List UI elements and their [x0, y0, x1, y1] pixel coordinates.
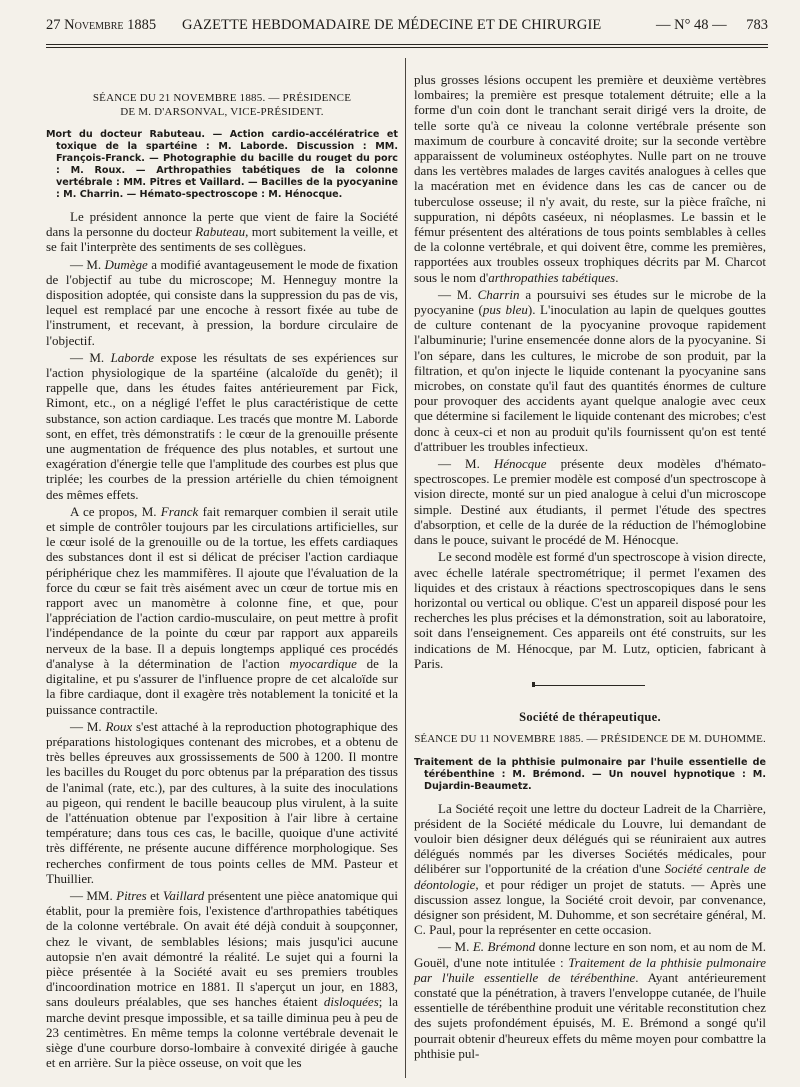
header-journal-title: GAZETTE HEBDOMADAIRE DE MÉDECINE ET DE CHIRURGIE	[182, 17, 602, 33]
italic-run: Hénocque	[493, 456, 547, 472]
column-divider	[405, 58, 406, 1078]
text-run: ). L'inoculation au lapin de quelques gouttes de culture contenant de la pyocyanine provoque rapidement l'albuminurie; l'urine ensemencée donne alors de la pyocyanine. Si l'on sépare, dans les cultures, le microbe de son produit, par la filtration, et qu'on injecte le liquide contenant la pyocyanine sans microbes, on constate qu'il faut des quantités énormes de culture pour provoquer des accidents ayant quelque analogie avec ceux que détermine si facilement le liquide contenant des microbes; c'est donc à ceux-ci et non au produit qu'ils fournissent qu'on est tenté d'attribuer les troubles infectieux.	[414, 302, 766, 454]
text-run: Le président annonce la perte que vient de faire la Société dans la personne du docteur	[46, 209, 398, 240]
text-run: donne lecture en son nom, et au nom de M. Gouël, d'une note intitulée :	[414, 939, 767, 970]
right-body-top	[414, 72, 766, 671]
italic-run: Société centrale de déontologie	[414, 861, 766, 892]
text-run: et	[146, 887, 163, 903]
left-column	[46, 74, 398, 1070]
header-rule	[46, 44, 768, 45]
seance-heading-line2: DE M. D'ARSONVAL, VICE-PRÉSIDENT.	[120, 105, 324, 118]
italic-run: Traitement de la phthisie pulmonaire par l'huile essentielle de térébenthine	[414, 954, 767, 985]
italic-run: Franck	[160, 503, 199, 519]
header-issue-number: — N° 48 —	[656, 17, 727, 33]
text-run: . Ayant antérieurement constaté que la pénétration, à travers l'enveloppe cutanée, de l'huile essentielle de térébenthine produit une véritable reconstitution chez des sujets profondément épuisés, M. E. Brémond a songé qu'il pourrait obtenir d'heureux effets du même moyen pour combattre la phthisie pul-	[414, 969, 766, 1061]
header-rule-thin	[46, 47, 768, 48]
text-run: a poursuivi ses études sur le microbe de la pyocyanine (	[414, 286, 766, 318]
section-title: Société de thérapeutique.	[519, 709, 661, 724]
text-run: présentent une pièce anatomique qui établit, pour la première fois, l'existence d'arthropathies tabétiques de la colonne vertébrale. On avait été déjà conduit à soupçonner, chez le vivant, de semblables lésions; mais jusqu'ici aucune autopsie n'en avait démontré la réalité. Le sujet qui a fourni la pièce présentée à la Société avait eu ses premiers troubles d'incoordination motrice en 1881. Il s'aperçut un jour, en 1883, sans douleurs préalables, que ses hanches étaient	[46, 887, 399, 1010]
italic-run: arthropathies tabétiques	[488, 269, 616, 285]
text-run: , mort subitement la veille, et se fait l'interprète des sentiments de ses collègues.	[46, 224, 398, 255]
text-run: s'est attaché à la reproduction photographique des préparations histologiques contenant des microbes, et a obtenu de très belles épreuves aux grossissements de 500 à 1200. Il montre les bacilles du Rouget du porc obtenus par la préparation des tissus de l'animal (rate, etc.), par des cultures, à la suite des inoculations au pigeon, qui rendent le bacille beaucoup plus virulent, à la suite de l'atténuation obtenue par l'exposition à l'air libre à certaine température; dans tous ces cas, le bacille, quoique d'une activité très différente, ne présente aucune différence morphologique. Ses recherches confirment de tous points celles de MM. Pasteur et Thuillier.	[46, 718, 398, 886]
seance-heading	[46, 92, 398, 119]
paragraph	[414, 456, 766, 547]
text-run: .	[615, 269, 619, 285]
italic-run: Roux	[105, 718, 133, 734]
text-run: La Société reçoit une lettre du docteur Ladreit de la Charrière, président de la Société médicale du Louvre, lui demandant de vouloir bien désigner deux délégués qui se réuniraient aux autres délégués nommés par les diverses Sociétés médicales, pour délibérer sur l'opportunité de la création d'une	[414, 800, 766, 877]
section-separator-rule	[535, 685, 645, 686]
italic-run: pus bleu	[482, 302, 528, 318]
seance2-heading: SÉANCE DU 11 NOVEMBRE 1885. — PRÉSIDENCE DE M. DUHOMME.	[414, 733, 766, 746]
text-run: plus grosses lésions occupent les première et deuxième vertèbres lombaires; la première est presque totalement détruite; elle a la forme d'un coin dont le tranchant serait dirigé vers la droite, de telle sorte qu'à ce niveau la colonne vertébrale présente son maximum de courbure à concavité droite; sur la seconde vertèbre apparaissent de volumineux ostéophytes. Nulle part on ne trouve dans les vertèbres malades de larges cavités analogues à celles que la macération met en évidence dans les cas de cancer ou de tuberculose osseuse; il n'y avait, du reste, sur la pièce fraîche, ni suppuration, ni dépôts caséeux, ni néoplasmes. Le bassin et le fémur présentent des altérations de tous points semblables à celles de la colonne vertébrale, et qui doivent être, comme les premières, rapportées aux troubles osseux trophiques décrits par M. Charcot sous le nom d'	[414, 72, 766, 285]
paragraph	[414, 939, 766, 1061]
paragraph	[414, 801, 766, 938]
right-column	[414, 72, 766, 1061]
paragraph	[46, 209, 398, 255]
text-run: — M.	[438, 286, 478, 302]
text-run: a modifié avantageusement le mode de fixation de l'objectif au tube du microscope; M. Henneguy montre la disposition adoptée, qui consiste dans la suppression du pas de vis, lequel est remplacé par une encoche à ressort fixée au tube de l'instrument, et recevant, à pression, la bordure circulaire de l'objectif.	[46, 256, 398, 348]
left-body	[46, 209, 398, 1070]
session2-summary: Traitement de la phthisie pulmonaire par l'huile essentielle de térébenthine : M. Brémond. — Un nouvel hypnotique : M. Dujardin-Beaumetz.	[414, 756, 766, 792]
text-run: — M.	[438, 456, 494, 472]
text-run: fait remarquer combien il serait utile et simple de contrôler toujours par les circulations artificielles, sur le cœur isolé de la grenouille ou de la tortue, les effets cardiaques des substances dont il est si délicat de préciser l'action cardiaque périphérique chez les mammifères. Il ajoute que l'évaluation de la force du cœur se fait très aisément avec un cœur de tortue mis en rapport avec un manomètre à colonne fine, et que, pour l'appréciation de l'action cardio-musculaire, on peut mettre à profit l'indépendance de la pointe du cœur par rapport aux appareils nerveux de la base. Il a depuis longtemps appliqué ces procédés d'analyse à la détermination de l'action	[46, 503, 398, 671]
text-run: de la digitaline, et pu s'assurer de l'influence propre de cet alcaloïde sur la fibre cardiaque, dont il exagère très notablement la tonicité et la puissance contractile.	[46, 655, 398, 717]
text-run: présente deux modèles d'hémato-spectroscopes. Le premier modèle est composé d'un spectroscope à vision directe, monté sur un pied analogue à celui d'un microscope simple. Destiné aux étudiants, il permet l'étude des spectres d'absorption, et celle de la durée de la réduction de l'hémoglobine dans le pouce, suivant le procédé de M. Hénocque.	[414, 456, 766, 548]
paragraph	[46, 504, 398, 717]
italic-run: E. Brémond	[472, 939, 536, 955]
text-run: A ce propos, M.	[70, 503, 161, 519]
text-run: — M.	[70, 349, 111, 365]
running-header	[46, 14, 768, 36]
italic-run: Pitres	[116, 887, 147, 903]
italic-run: Dumège	[104, 256, 148, 272]
italic-run: Laborde	[110, 349, 155, 365]
text-run: — M.	[70, 256, 105, 272]
paragraph	[414, 549, 766, 671]
text-run: Le second modèle est formé d'un spectroscope à vision directe, avec échelle latérale spectrométrique; il permet l'examen des liquides et des cristaux à réactions spectroscopiques dans le sens horizontal ou vertical ou oblique. C'est un appareil disposé pour les recherches les plus précises et la démonstration, soit au laboratoire, soit dans l'enseignement. Ces appareils ont été construits, sur les indications de M. Hénocque, par M. Lutz, opticien, fabricant à Paris.	[414, 549, 766, 671]
paragraph	[46, 350, 398, 502]
italic-run: disloquées	[323, 994, 379, 1010]
text-run: — M.	[438, 939, 473, 955]
text-run: ; la marche devint presque impossible, et sa taille diminua peu à peu de 23 centimètres. En même temps la colonne vertébrale devenait le siège d'une courbure dorso-lombaire à convexité dirigée à gauche et en arrière. Sur la pièce osseuse, on voit que les	[46, 994, 398, 1071]
seance-heading-line1: SÉANCE DU 21 NOVEMBRE 1885. — PRÉSIDENCE	[92, 92, 352, 104]
header-date: 27 Novembre 1885	[46, 17, 157, 33]
italic-run: Charrin	[477, 286, 520, 302]
text-run: expose les résultats de ses expériences sur l'action physiologique de la spartéine (alcaloïde du genêt); il rappelle que, dans les études faites antérieurement par Fick, Rimont, etc., on a négligé l'effet le plus caractéristique de cette substance, son action cardiaque. Les tracés que montre M. Laborde sont, en effet, très démonstratifs : le cœur de la grenouille présente une augmentation de fréquence des plus notables, et surtout une exagération d'énergie telle que l'amplitude des courbes est plus que triplée; les courbes de la pression artérielle du chien témoignent des mêmes effets.	[46, 349, 399, 502]
paragraph	[46, 257, 398, 348]
paragraph	[46, 888, 398, 1070]
header-page-number: 783	[746, 17, 768, 33]
session-summary: Mort du docteur Rabuteau. — Action cardio-accélératrice et toxique de la spartéine : M. Laborde. Discussion : MM. François-Franck. — Photographie du bacille du rouget du porc : M. Roux. — Arthropathies tabétiques de la colonne vertébrale : MM. Pitres et Vaillard. — Bacilles de la pyocyanine : M. Charrin. — Hémato-spectroscope : M. Hénocque.	[46, 129, 398, 200]
right-body-bottom	[414, 801, 766, 1061]
paragraph	[414, 287, 766, 454]
text-run: — M.	[70, 718, 106, 734]
text-run: — MM.	[70, 887, 117, 903]
italic-run: myocardique	[289, 655, 357, 671]
italic-run: Vaillard	[162, 887, 205, 903]
text-run: , et pour rédiger un projet de statuts. — Après une discussion assez longue, la Société croit devoir, par convenance, désigner son président, M. Duhomme, et son secrétaire général, M. C. Paul, pour la représenter en cette occasion.	[414, 876, 766, 938]
paragraph	[46, 719, 398, 886]
paragraph	[414, 72, 766, 285]
italic-run: Rabuteau	[195, 224, 246, 240]
